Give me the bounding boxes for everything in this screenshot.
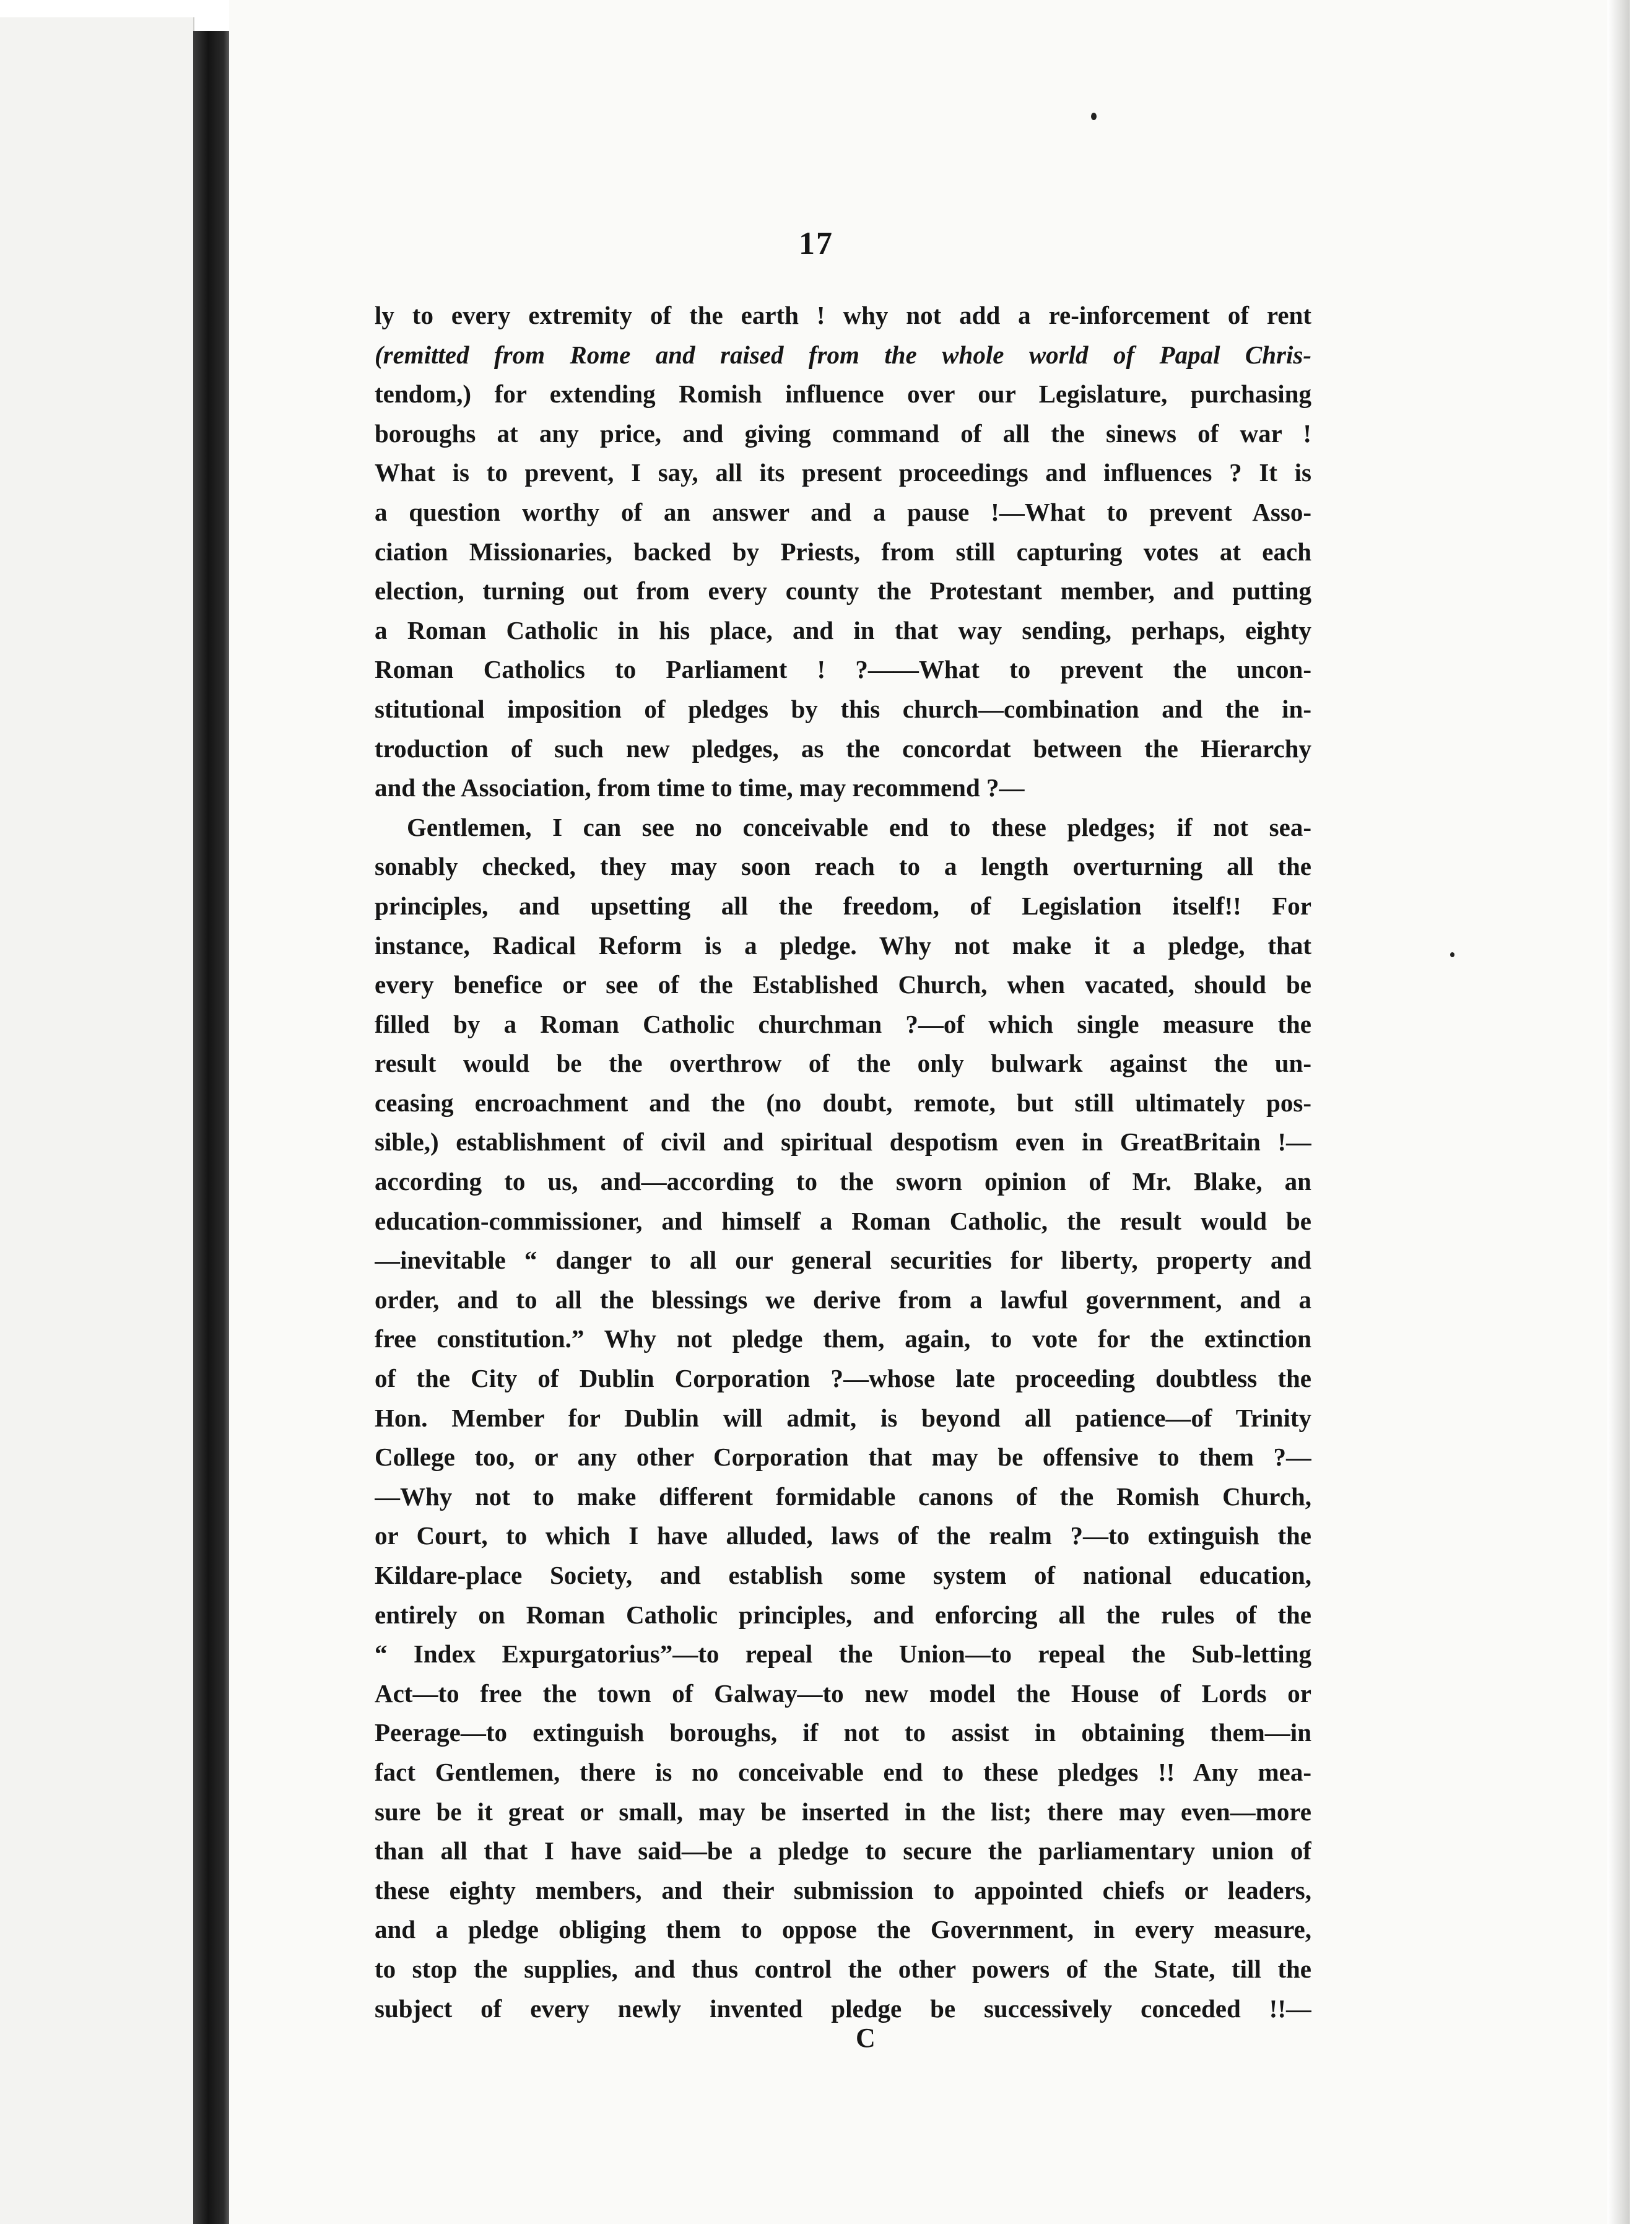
- text-line: sure be it great or small, may be inserted in the list; there may even—more: [375, 1797, 1311, 1826]
- text-line: according to us, and—according to the sworn opinion of Mr. Blake, an: [375, 1167, 1311, 1196]
- text-line: troduction of such new pledges, as the concordat between the Hierarchy: [375, 734, 1311, 763]
- text-line: and a pledge obliging them to oppose the Government, in every measure,: [375, 1915, 1311, 1944]
- facing-page-left: [0, 17, 194, 2224]
- text-line: principles, and upsetting all the freedom, of Legislation itself!! For: [375, 891, 1311, 920]
- text-line: ceasing encroachment and the (no doubt, remote, but still ultimately pos-: [375, 1088, 1311, 1117]
- text-line: a question worthy of an answer and a pause !—What to prevent Asso-: [375, 497, 1311, 526]
- text-line: (remitted from Rome and raised from the whole world of Papal Chris-: [375, 340, 1311, 369]
- text-line: of the City of Dublin Corporation ?—whose late proceeding doubtless the: [375, 1364, 1311, 1393]
- ink-speck: [1091, 113, 1097, 120]
- signature-mark: C: [856, 2023, 876, 2053]
- text-line: “ Index Expurgatorius”—to repeal the Union—to repeal the Sub-letting: [375, 1640, 1311, 1669]
- ink-speck: [1450, 952, 1454, 957]
- text-line: ly to every extremity of the earth ! why not add a re-inforcement of rent: [375, 301, 1311, 329]
- text-line: election, turning out from every county the Protestant member, and putting: [375, 576, 1311, 606]
- text-line: sible,) establishment of civil and spiritual despotism even in GreatBritain !—: [375, 1127, 1311, 1157]
- text-line: every benefice or see of the Established Church, when vacated, should be: [375, 970, 1311, 999]
- text-line: What is to prevent, I say, all its present proceedings and influences ? It is: [375, 458, 1311, 487]
- text-line: fact Gentlemen, there is no conceivable end to these pledges !! Any mea-: [375, 1757, 1311, 1786]
- text-line: ciation Missionaries, backed by Priests, from still capturing votes at each: [375, 537, 1311, 566]
- text-line: Kildare-place Society, and establish some system of national education,: [375, 1561, 1311, 1589]
- text-line: subject of every newly invented pledge be successively conceded !!—: [375, 1994, 1311, 2023]
- text-line: free constitution.” Why not pledge them, again, to vote for the extinction: [375, 1324, 1311, 1353]
- text-line: result would be the overthrow of the only bulwark against the un-: [375, 1049, 1311, 1078]
- text-line: Gentlemen, I can see no conceivable end to these pledges; if not sea-: [407, 812, 1311, 841]
- text-line: Roman Catholics to Parliament ! ?——What to prevent the uncon-: [375, 655, 1311, 684]
- text-line: tendom,) for extending Romish influence over our Legislature, purchasing: [375, 380, 1311, 409]
- text-line: —inevitable “ danger to all our general securities for liberty, property and: [375, 1246, 1311, 1275]
- text-line: a Roman Catholic in his place, and in that way sending, perhaps, eighty: [375, 615, 1311, 645]
- text-line: filled by a Roman Catholic churchman ?—of which single measure the: [375, 1009, 1311, 1038]
- text-line: boroughs at any price, and giving command of all the sinews of war !: [375, 419, 1311, 448]
- text-line: than all that I have said—be a pledge to secure the parliamentary union of: [375, 1836, 1311, 1866]
- text-line: or Court, to which I have alluded, laws of the realm ?—to extinguish the: [375, 1521, 1311, 1550]
- text-line: stitutional imposition of pledges by this church—combination and the in-: [375, 694, 1311, 723]
- page-edge-shadow: [1607, 0, 1630, 2224]
- text-line: order, and to all the blessings we derive from a lawful government, and a: [375, 1285, 1311, 1314]
- text-line: education-commissioner, and himself a Roman Catholic, the result would be: [375, 1206, 1311, 1235]
- text-line: instance, Radical Reform is a pledge. Why not make it a pledge, that: [375, 931, 1311, 960]
- page-number: 17: [799, 226, 833, 261]
- text-line: —Why not to make different formidable canons of the Romish Church,: [375, 1482, 1311, 1511]
- text-line: entirely on Roman Catholic principles, and enforcing all the rules of the: [375, 1600, 1311, 1629]
- text-line: and the Association, from time to time, may recommend ?—: [375, 773, 1025, 802]
- text-line: College too, or any other Corporation that may be offensive to them ?—: [375, 1443, 1311, 1472]
- text-line: these eighty members, and their submission to appointed chiefs or leaders,: [375, 1875, 1311, 1905]
- text-line: Act—to free the town of Galway—to new model the House of Lords or: [375, 1679, 1311, 1708]
- body-text: [375, 296, 1311, 2028]
- text-line: Hon. Member for Dublin will admit, is beyond all patience—of Trinity: [375, 1403, 1311, 1432]
- text-line: sonably checked, they may soon reach to a length overturning all the: [375, 852, 1311, 881]
- text-line: to stop the supplies, and thus control the other powers of the State, till the: [375, 1954, 1311, 1983]
- text-line: Peerage—to extinguish boroughs, if not to assist in obtaining them—in: [375, 1718, 1311, 1747]
